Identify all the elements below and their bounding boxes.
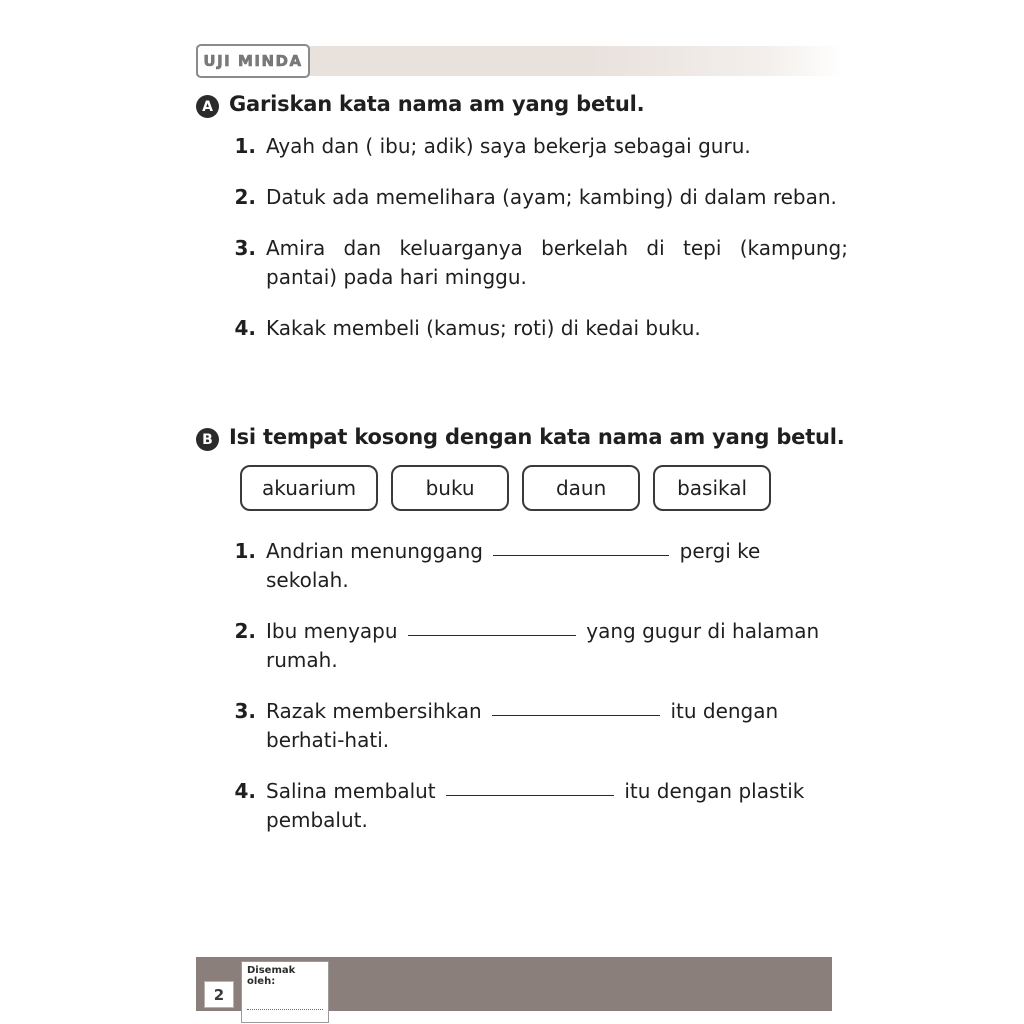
word-bank-chip[interactable]: buku bbox=[391, 465, 509, 511]
question-text bbox=[266, 617, 848, 675]
section-b bbox=[196, 425, 848, 857]
question-text-before: Razak membersihkan bbox=[266, 699, 482, 723]
word-bank-chip[interactable]: basikal bbox=[653, 465, 771, 511]
question-text-before: Salina membalut bbox=[266, 779, 436, 803]
section-b-badge: B bbox=[196, 428, 219, 451]
list-item bbox=[232, 183, 848, 212]
question-number: 2. bbox=[234, 619, 256, 643]
section-a bbox=[196, 92, 848, 365]
section-a-heading bbox=[196, 92, 848, 118]
question-text-after: itu dengan berhati-hati. bbox=[266, 699, 779, 752]
list-item bbox=[232, 777, 848, 835]
page-number: 2 bbox=[204, 981, 234, 1008]
word-bank-chip[interactable]: daun bbox=[522, 465, 640, 511]
word-bank-chip[interactable]: akuarium bbox=[240, 465, 378, 511]
question-text[interactable]: Datuk ada memelihara (ayam; kambing) di dalam reban. bbox=[266, 185, 837, 209]
answer-blank[interactable] bbox=[446, 795, 614, 796]
question-number: 1. bbox=[234, 134, 256, 158]
question-number: 2. bbox=[234, 185, 256, 209]
section-a-title: Gariskan kata nama am yang betul. bbox=[229, 92, 645, 116]
section-a-question-list bbox=[196, 132, 848, 343]
word-bank bbox=[240, 465, 848, 511]
question-number: 3. bbox=[234, 236, 256, 260]
section-header-tab bbox=[196, 44, 310, 78]
question-number: 3. bbox=[234, 699, 256, 723]
header-tab-label: UJI MINDA bbox=[203, 52, 303, 70]
list-item bbox=[232, 617, 848, 675]
question-text[interactable]: Amira dan keluarganya berkelah di tepi (kampung; pantai) pada hari minggu. bbox=[266, 236, 848, 289]
list-item bbox=[232, 537, 848, 595]
list-item bbox=[232, 314, 848, 343]
section-b-question-list bbox=[196, 537, 848, 835]
answer-blank[interactable] bbox=[493, 555, 669, 556]
answer-blank[interactable] bbox=[408, 635, 576, 636]
question-text[interactable]: Ayah dan ( ibu; adik) saya bekerja sebagai guru. bbox=[266, 134, 751, 158]
question-text-before: Ibu menyapu bbox=[266, 619, 398, 643]
checked-by-label: Disemak oleh: bbox=[247, 965, 296, 987]
signature-dotted-line[interactable] bbox=[247, 1009, 323, 1010]
section-b-heading bbox=[196, 425, 848, 451]
question-text-before: Andrian menunggang bbox=[266, 539, 483, 563]
question-text bbox=[266, 777, 848, 835]
question-text bbox=[266, 697, 848, 755]
list-item bbox=[232, 697, 848, 755]
section-a-badge: A bbox=[196, 95, 219, 118]
question-text[interactable]: Kakak membeli (kamus; roti) di kedai buku. bbox=[266, 316, 701, 340]
list-item bbox=[232, 234, 848, 292]
question-number: 4. bbox=[234, 779, 256, 803]
checked-by-box bbox=[241, 961, 329, 1023]
question-text-after: pergi ke sekolah. bbox=[266, 539, 761, 592]
answer-blank[interactable] bbox=[492, 715, 660, 716]
list-item bbox=[232, 132, 848, 161]
question-text-after: itu dengan plastik pembalut. bbox=[266, 779, 805, 832]
section-b-title: Isi tempat kosong dengan kata nama am yang betul. bbox=[229, 425, 845, 449]
question-number: 1. bbox=[234, 539, 256, 563]
question-text-after: yang gugur di halaman rumah. bbox=[266, 619, 820, 672]
question-text bbox=[266, 537, 848, 595]
question-number: 4. bbox=[234, 316, 256, 340]
